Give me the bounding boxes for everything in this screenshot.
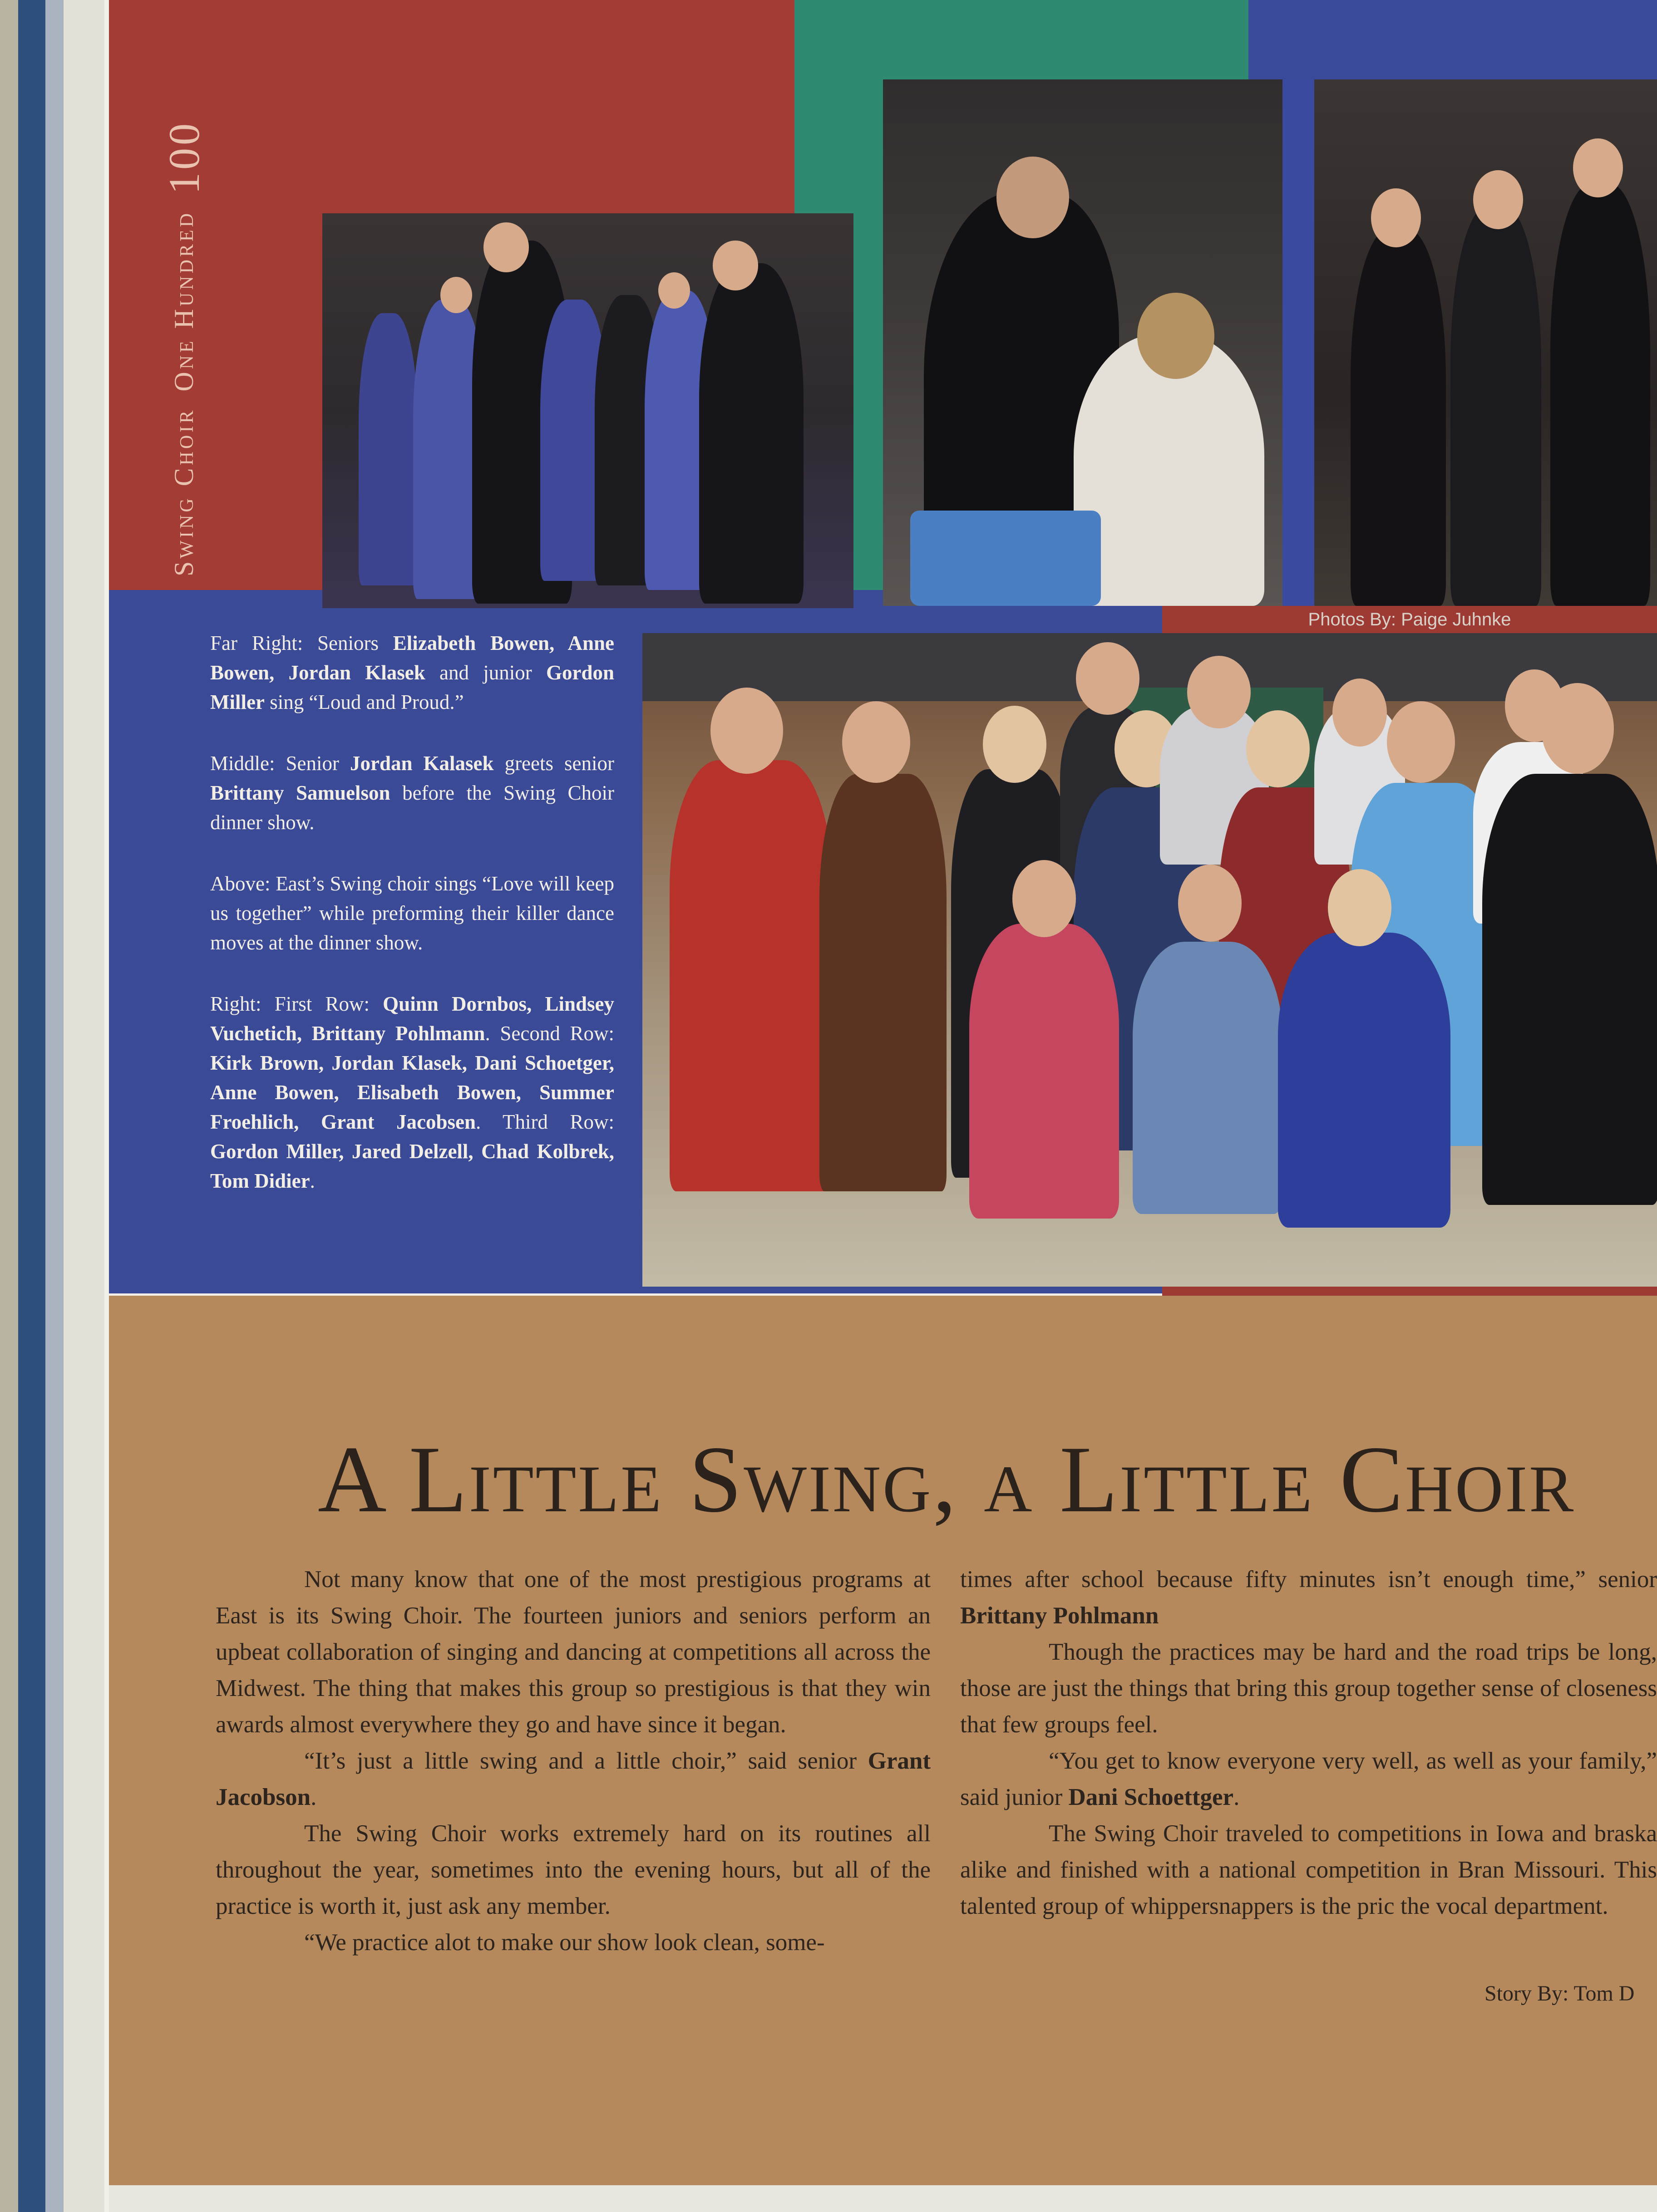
- text-run: Far Right: Seniors: [210, 632, 393, 654]
- text-run: and junior: [425, 661, 546, 684]
- text-run: Not many know that one of the most prestigious programs at East is its Swing Choir. The fourteen juniors and seniors perform an upbeat collaboration of singing and dancing at competitions all across the Midwest. The thing that makes this group so prestigious is that they win awards almost everywhere they go and have since it began.: [216, 1566, 931, 1738]
- text-run: sing “Loud and Proud.”: [264, 691, 464, 713]
- story-column-1: [216, 1561, 931, 1961]
- blue-panel-top: [1248, 0, 1657, 79]
- text-run: “We practice alot to make our show look clean, some-: [304, 1929, 825, 1956]
- text-run: times after school because fifty minutes isn’t enough time,” senior: [960, 1566, 1657, 1593]
- text-run: . Second Row:: [485, 1022, 614, 1045]
- photo-captions: [210, 629, 614, 1228]
- name-highlight: Quinn Dornbos, Lindsey Vuchetich, Brittany Pohlmann: [210, 993, 614, 1045]
- text-run: . Third Row:: [475, 1111, 614, 1133]
- photo-greeting: [883, 79, 1282, 606]
- story-paragraph: [960, 1743, 1657, 1815]
- text-run: “It’s just a little swing and a little choir,” said senior: [304, 1748, 868, 1774]
- section-title: Swing Choir: [168, 408, 199, 576]
- text-run: “You get to know everyone very well, as well as your family,” said junior: [960, 1748, 1657, 1810]
- running-header: [161, 0, 207, 576]
- page-edge: [64, 0, 109, 2212]
- photo-dinner-show-performance: [322, 213, 853, 608]
- text-run: Right: First Row:: [210, 993, 383, 1015]
- photo-singers: [1314, 79, 1657, 606]
- text-run: .: [1233, 1784, 1240, 1810]
- name-highlight: Brittany Pohlmann: [960, 1602, 1159, 1629]
- name-highlight: Grant Jacobson: [216, 1748, 931, 1810]
- text-run: greets senior: [493, 752, 615, 775]
- story-paragraph: [216, 1743, 931, 1815]
- story-headline: A Little Swing, a Little Choir: [318, 1427, 1576, 1532]
- story-paragraph: [216, 1924, 931, 1961]
- photo-credit: Photos By: Paige Juhnke: [1308, 610, 1511, 629]
- photo-group-portrait: [642, 633, 1657, 1287]
- caption-middle: [210, 749, 614, 837]
- page-bottom-edge: [109, 2185, 1657, 2212]
- binding-strip: [0, 0, 18, 2212]
- story-paragraph: [960, 1634, 1657, 1743]
- text-run: Though the practices may be hard and the road trips be long, those are just the things that bring this group together sense of closeness that few groups feel.: [960, 1639, 1657, 1738]
- blue-strip: [1280, 79, 1317, 615]
- text-run: The Swing Choir works extremely hard on its routines all throughout the year, sometimes into the evening hours, but all of the practice is worth it, just ask any member.: [216, 1820, 931, 1919]
- caption-far-right: [210, 629, 614, 717]
- page-number: 100: [159, 121, 208, 195]
- story-paragraph: [960, 1561, 1657, 1634]
- caption-above: [210, 869, 614, 958]
- text-run: .: [311, 1784, 317, 1810]
- story-byline: Story By: Tom D: [1484, 1981, 1635, 2006]
- text-run: Above: East’s Swing choir sings “Love will keep us together” while preforming their killer dance moves at the dinner show.: [210, 872, 614, 954]
- name-highlight: Jordan Kalasek: [350, 752, 494, 775]
- name-highlight: Kirk Brown, Jordan Klasek, Dani Schoetger, Anne Bowen, Elisabeth Bowen, Summer Froehlich, Grant Jacobsen: [210, 1052, 614, 1133]
- name-highlight: Dani Schoettger: [1068, 1784, 1234, 1810]
- story-paragraph: [960, 1815, 1657, 1924]
- name-highlight: Elizabeth Bowen, Anne Bowen, Jordan Klasek: [210, 632, 614, 684]
- binding-strip: [45, 0, 64, 2212]
- text-run: .: [310, 1170, 315, 1192]
- story-paragraph: [216, 1561, 931, 1743]
- name-highlight: Gordon Miller: [210, 661, 614, 713]
- text-run: The Swing Choir traveled to competitions in Iowa and braska alike and finished with a national competition in Bran Missouri. This talented group of whippersnappers is the pric the vocal department.: [960, 1820, 1657, 1919]
- page-number-words: One Hundred: [168, 211, 199, 392]
- text-run: before the Swing Choir dinner show.: [210, 782, 615, 834]
- binding-strip: [18, 0, 45, 2212]
- caption-right: [210, 989, 614, 1196]
- name-highlight: Brittany Samuelson: [210, 782, 390, 804]
- story-paragraph: [216, 1815, 931, 1924]
- name-highlight: Gordon Miller, Jared Delzell, Chad Kolbrek, Tom Didier: [210, 1140, 614, 1192]
- story-column-2: [960, 1561, 1657, 1970]
- text-run: Middle: Senior: [210, 752, 350, 775]
